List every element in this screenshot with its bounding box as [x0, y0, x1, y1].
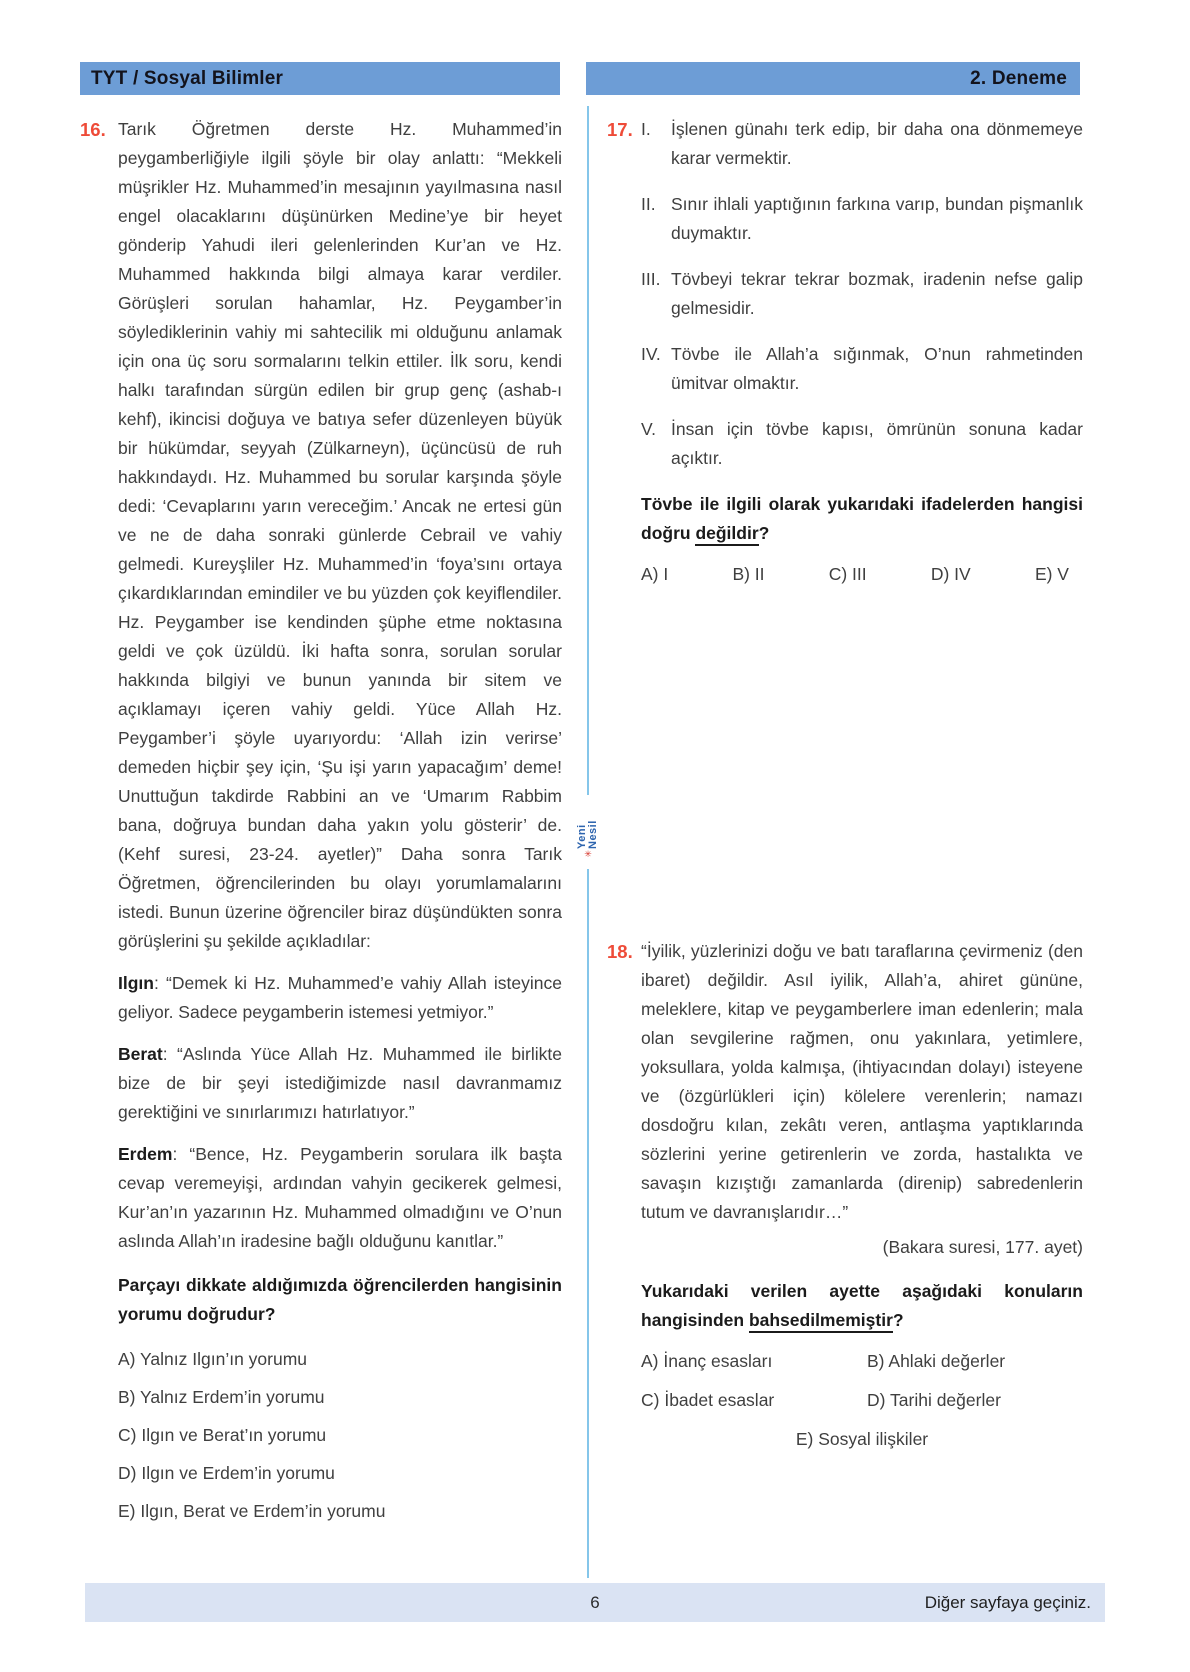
- option-e: E) V: [1034, 564, 1069, 584]
- question-17-body: [641, 115, 1083, 589]
- question-16-number: 16.: [80, 119, 106, 140]
- stem-underlined-word: değildir: [695, 523, 758, 546]
- question-18-options: [641, 1347, 1083, 1415]
- student-text: : “Aslında Yüce Allah Hz. Muhammed ile birlikte bize de bir şeyi istediğimizde nasıl davranmamız gerektiğini ve sınırlarımızı hatırlatıyor.”: [118, 1044, 562, 1122]
- student-name: Erdem: [118, 1144, 173, 1164]
- option-c: C) III: [828, 564, 867, 584]
- column-divider-top: [587, 106, 589, 795]
- question-18-stem: [641, 1277, 1083, 1335]
- roman-item: [641, 190, 1083, 248]
- student-text: : “Demek ki Hz. Muhammed’e vahiy Allah isteyince geliyor. Sadece peygamberin istemesi yetmiyor.”: [118, 973, 562, 1022]
- option-a: A) İnanç esasları: [641, 1351, 773, 1371]
- question-18-passage: “İyilik, yüzlerinizi doğu ve batı taraflarına çevirmeniz (den ibaret) değildir. Asıl iyilik, Allah’a, ahiret gününe, meleklere, kitap ve peygamberlere iman edenlerin; mala olan sevgilerine rağmen, onu yakınlara, yetimlere, yoksullara, yolda kalmışa, (ihtiyacından dolayı) isteyene ve (özgürlükleri için) kölelere verenlerin; namazı dosdoğru kılan, zekâtı veren, antlaşma yaptıklarında sözlerini yerine getirenlerin ve zorda, hastalıkta ve savaşın kızıştığı zamanlarda (direnip) sabredenlerin tutum ve davranışlarıdır…”: [641, 941, 1083, 1222]
- roman-text: Sınır ihlali yaptığının farkına varıp, bundan pişmanlık duymaktır.: [671, 194, 1083, 243]
- option-c: C) Ilgın ve Berat’ın yorumu: [118, 1425, 327, 1445]
- brand-logo-text: Yeni Nesil: [576, 820, 599, 849]
- stem-punctuation: ?: [892, 1310, 904, 1330]
- page-number: 6: [590, 1593, 600, 1612]
- question-16-options: [118, 1345, 562, 1526]
- roman-text: Tövbe ile Allah’a sığınmak, O’nun rahmetinden ümitvar olmaktır.: [671, 344, 1083, 393]
- option-a: A) I: [641, 564, 669, 584]
- question-18: [607, 937, 1083, 1454]
- question-16-stem: Parçayı dikkate aldığımızda öğrencilerden hangisinin yorumu doğrudur?: [118, 1275, 562, 1324]
- student-name: Berat: [118, 1044, 163, 1064]
- student-name: Ilgın: [118, 973, 154, 993]
- question-16-body: [118, 115, 562, 1526]
- student-text: : “Bence, Hz. Peygamberin sorulara ilk başta cevap veremeyişi, ardından vahyin gecikerek gelmesi, Kur’an’ın yazarının Hz. Muhammed olmadığını ve O’nun aslında Allah’ın iradesine bağlı olduğunu kanıtlar.”: [118, 1144, 562, 1251]
- roman-item: [641, 340, 1083, 398]
- stem-text: Tövbe ile ilgili olarak yukarıdaki ifadelerden hangisi doğru: [641, 494, 1083, 543]
- roman-label: IV.: [641, 344, 661, 364]
- roman-label: III.: [641, 269, 661, 289]
- question-16: [80, 115, 562, 1526]
- question-18-body: [641, 937, 1083, 1454]
- header-bar-left: [80, 62, 560, 95]
- option-d: D) IV: [930, 564, 971, 584]
- option-c: C) İbadet esaslar: [641, 1390, 775, 1410]
- option-d: D) Tarihi değerler: [867, 1390, 1001, 1410]
- footer-bar: [85, 1583, 1105, 1622]
- question-17: [607, 115, 1083, 589]
- roman-label: V.: [641, 419, 656, 439]
- stem-underlined-word: bahsedilmemiştir: [749, 1310, 893, 1333]
- option-e: E) Ilgın, Berat ve Erdem’in yorumu: [118, 1501, 386, 1521]
- student-comment: [118, 1140, 562, 1256]
- question-18-number: 18.: [607, 941, 633, 962]
- roman-text: İşlenen günahı terk edip, bir daha ona dönmemeye karar vermektir.: [671, 119, 1083, 168]
- question-17-number: 17.: [607, 119, 633, 140]
- verse-attribution: (Bakara suresi, 177. ayet): [882, 1237, 1083, 1257]
- roman-item: [641, 415, 1083, 473]
- option-e: E) Sosyal ilişkiler: [795, 1429, 929, 1449]
- column-divider-bottom: [587, 869, 589, 1578]
- option-a: A) Yalnız Ilgın’ın yorumu: [118, 1349, 308, 1369]
- header-bar-right: [586, 62, 1080, 95]
- option-b: B) II: [732, 564, 765, 584]
- right-column: [607, 115, 1083, 1454]
- roman-label: II.: [641, 194, 656, 214]
- header-section-title: TYT / Sosyal Bilimler: [91, 67, 284, 89]
- roman-item: [641, 265, 1083, 323]
- question-17-options: [641, 560, 1083, 589]
- option-d: D) Ilgın ve Erdem’in yorumu: [118, 1463, 335, 1483]
- question-17-stem: [641, 490, 1083, 548]
- stem-text: Yukarıdaki verilen ayette aşağıdaki konuların hangisinden: [641, 1281, 1083, 1330]
- option-b: B) Yalnız Erdem’in yorumu: [118, 1387, 325, 1407]
- brand-logo-mark-icon: ✳: [584, 849, 592, 859]
- question-16-passage: Tarık Öğretmen derste Hz. Muhammed’in peygamberliğiyle ilgili şöyle bir olay anlattı: “Mekkeli müşrikler Hz. Muhammed’in mesajının yayılmasına nasıl engel olacaklarını düşünürken Medine’ye bir heyet gönderip Yahudi ileri gelenlerinden Kur’an ve Hz. Muhammed hakkında bilgi almaya karar verdiler. Görüşleri sorulan hahamlar, Hz. Peygamber’in söylediklerinin vahiy mi sahtecilik mi olduğunu anlamak için ona üç soru sormalarını telkin ettiler. İlk soru, kendi halkı tarafından sürgün edilen bir grup genç (ashab-ı kehf), ikincisi doğuya ve batıya sefer düzenleyen büyük bir hükümdar, seyyah (Zülkarneyn), üçüncüsü de ruh hakkındaydı. Hz. Muhammed bu sorular karşında şöyle dedi: ‘Cevaplarını yarın vereceğim.’ Ancak ne ertesi gün ve ne de daha sonraki günlerde Cebrail ve vahiy gelmedi. Kureyşliler Hz. Muhammed’in ‘foya’sını ortaya çıkardıklarından emindiler ve bu yüzden çok keyiflendiler. Hz. Peygamber ise kendinden şüphe etme noktasına geldi ve çok üzüldü. İki hafta sonra, sorulan sorular hakkında bilgiyi ve bunun yanında bir sitem ve açıklamayı içeren vahiy geldi. Yüce Allah Hz. Peygamber’i şöyle uyarıyordu: ‘Allah izin verirse’ demeden hiçbir şey için, ‘Şu işi yarın yapacağım’ deme! Unuttuğun takdirde Rabbini an ve ‘Umarım Rabbim bana, doğruya bundan daha yakın yolu gösterir’ de. (Kehf suresi, 23-24. ayetler)” Daha sonra Tarık Öğretmen, öğrencilerinden bu olayı yorumlamalarını istedi. Bunun üzerine öğrenciler biraz düşündükten sonra görüşlerini şu şekilde açıkladılar:: [118, 119, 562, 951]
- stem-punctuation: ?: [758, 523, 770, 543]
- roman-label: I.: [641, 119, 651, 139]
- roman-text: İnsan için tövbe kapısı, ömrünün sonuna kadar açıktır.: [671, 419, 1083, 468]
- student-comment: [118, 1040, 562, 1127]
- option-b: B) Ahlaki değerler: [867, 1351, 1006, 1371]
- student-comment: [118, 969, 562, 1027]
- roman-item: [641, 115, 1083, 173]
- roman-text: Tövbeyi tekrar tekrar bozmak, iradenin nefse galip gelmesidir.: [671, 269, 1083, 318]
- left-column: [80, 115, 562, 1526]
- brand-logo: [575, 797, 601, 865]
- header-exam-name: 2. Deneme: [970, 67, 1067, 89]
- next-page-note: Diğer sayfaya geçiniz.: [924, 1593, 1091, 1612]
